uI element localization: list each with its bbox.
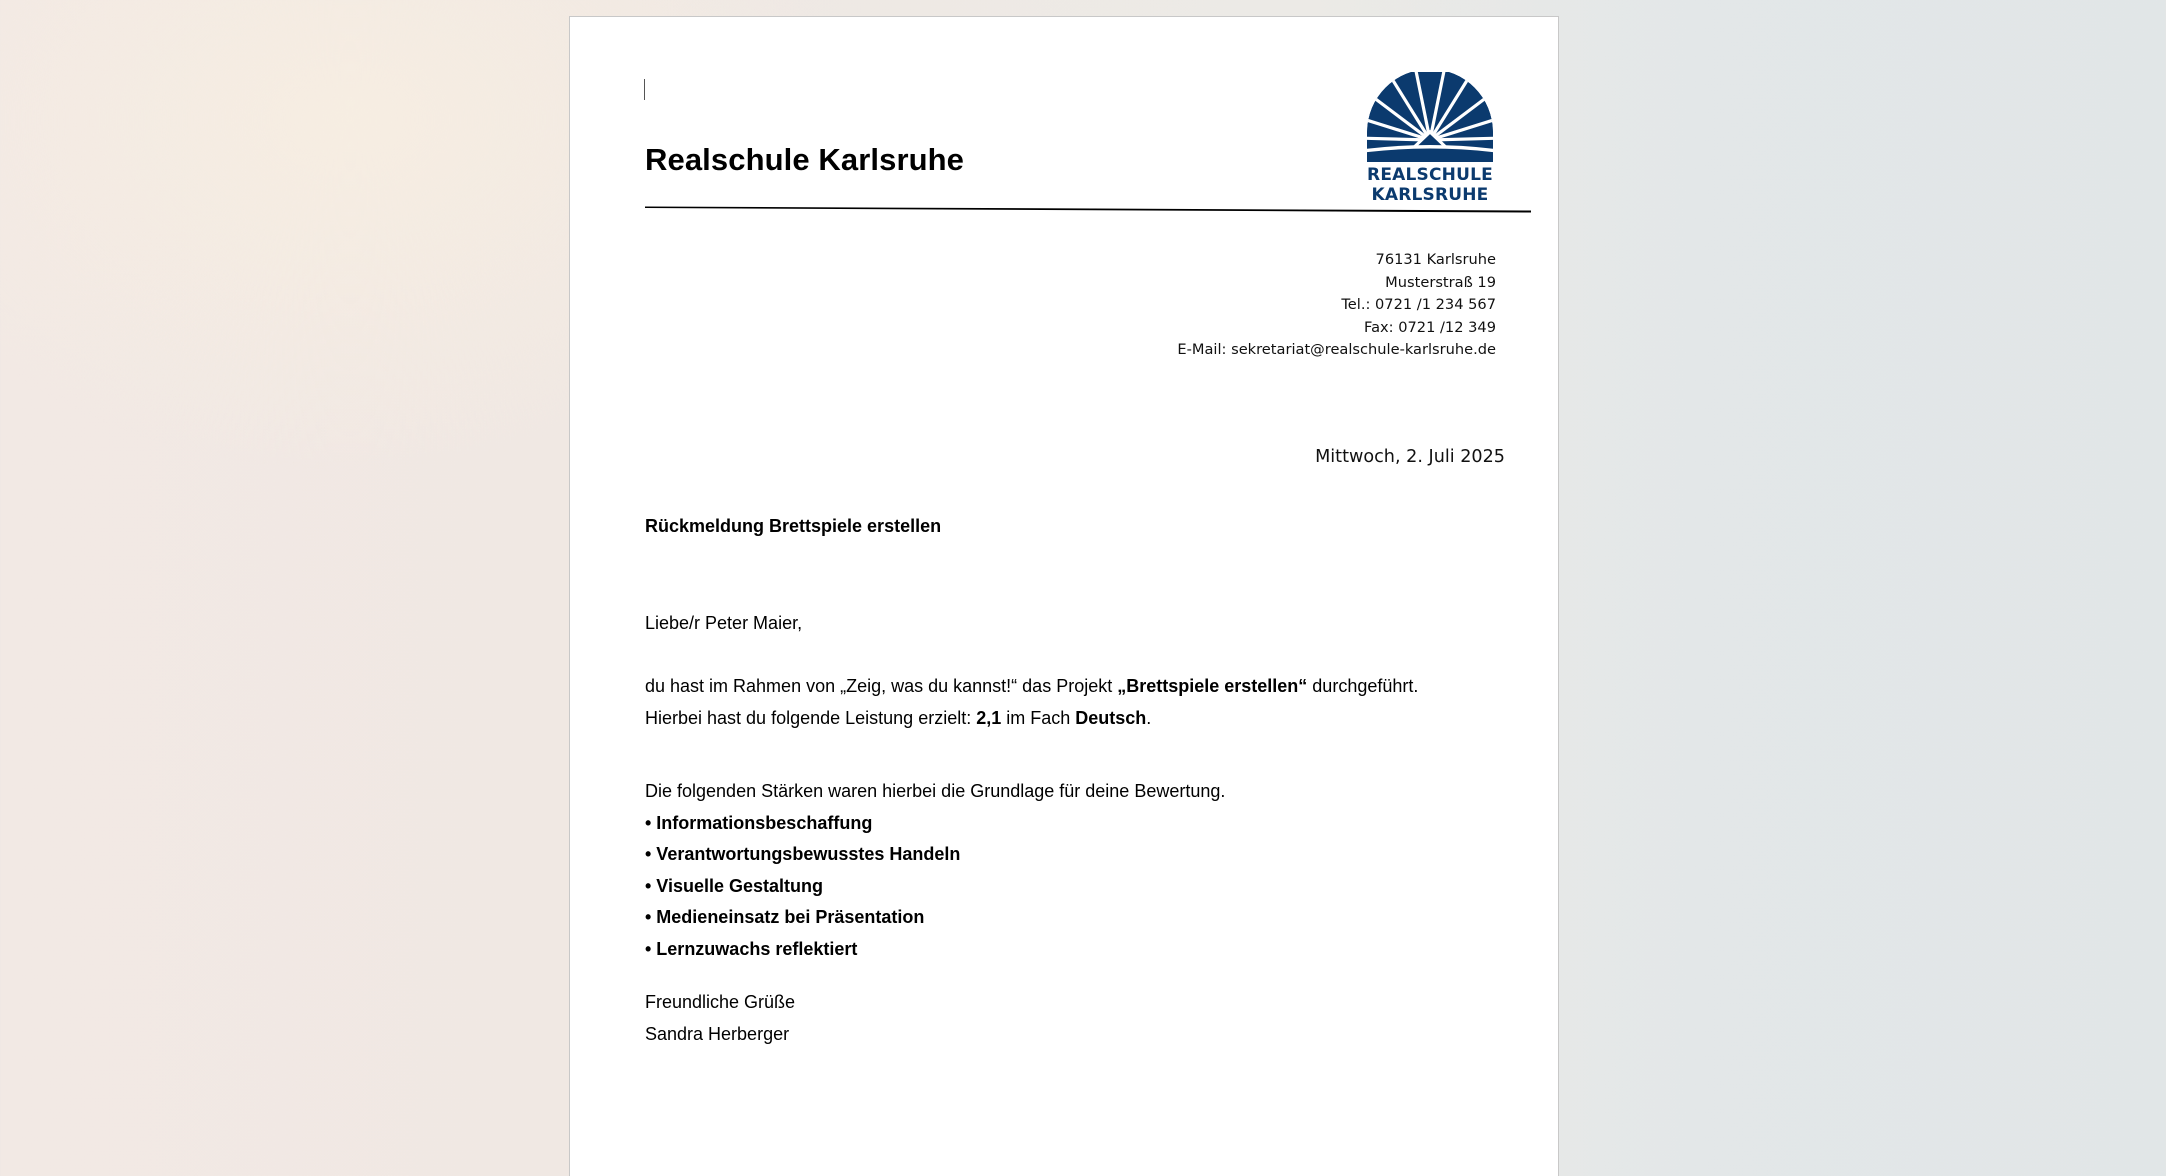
strengths-intro: Die folgenden Stärken waren hierbei die Grundlage für deine Bewertung. — [645, 781, 1226, 801]
paragraph-strengths — [645, 776, 1225, 965]
list-item: • Lernzuwachs reflektiert — [645, 938, 858, 959]
header-divider — [645, 205, 1531, 213]
paragraph-project — [645, 671, 1418, 734]
grade-value: 2,1 — [976, 707, 1002, 728]
text-cursor — [644, 79, 645, 100]
text-span: du hast im Rahmen von „Zeig, was du kannst!“ das Projekt — [645, 676, 1118, 696]
salutation: Liebe/r Peter Maier, — [645, 613, 803, 633]
letter-date: Mittwoch, 2. Juli 2025 — [1315, 447, 1505, 467]
address-street: Musterstraß 19 — [1385, 273, 1496, 291]
subject-name: Deutsch — [1075, 707, 1147, 728]
text-span: im Fach — [1001, 707, 1076, 728]
school-logo — [1365, 72, 1495, 212]
paragraph-project-line1 — [645, 671, 1418, 703]
list-item: • Visuelle Gestaltung — [645, 875, 824, 896]
document-page[interactable] — [569, 16, 1559, 1176]
text-span: Hierbei hast du folgende Leistung erzielt: — [645, 707, 977, 728]
school-name-heading: Realschule Karlsruhe — [645, 142, 965, 177]
list-item: • Informationsbeschaffung — [645, 812, 873, 833]
address-block — [1177, 249, 1496, 362]
strengths-list — [645, 808, 1225, 966]
signature: Sandra Herberger — [645, 1023, 790, 1044]
letter-subject: Rückmeldung Brettspiele erstellen — [645, 516, 942, 536]
list-item: • Verantwortungsbewusstes Handeln — [645, 844, 961, 864]
logo-text-line1: REALSCHULE — [1367, 165, 1493, 185]
address-fax: Fax: 0721 /12 349 — [1364, 318, 1496, 336]
project-name: „Brettspiele erstellen“ — [1117, 676, 1308, 696]
logo-text-line2: KARLSRUHE — [1371, 185, 1489, 205]
address-email: E-Mail: sekretariat@realschule-karlsruhe.de — [1177, 341, 1496, 359]
text-span: durchgeführt. — [1307, 676, 1419, 696]
address-tel: Tel.: 0721 /1 234 567 — [1341, 296, 1496, 314]
closing-block — [645, 987, 795, 1050]
address-city: 76131 Karlsruhe — [1375, 251, 1496, 268]
closing-greeting: Freundliche Grüße — [645, 992, 796, 1012]
paragraph-project-line2 — [645, 703, 1418, 735]
text-span: . — [1146, 707, 1152, 728]
list-item: • Medieneinsatz bei Präsentation — [645, 907, 925, 927]
sunburst-dome-logo-icon — [1365, 72, 1495, 164]
